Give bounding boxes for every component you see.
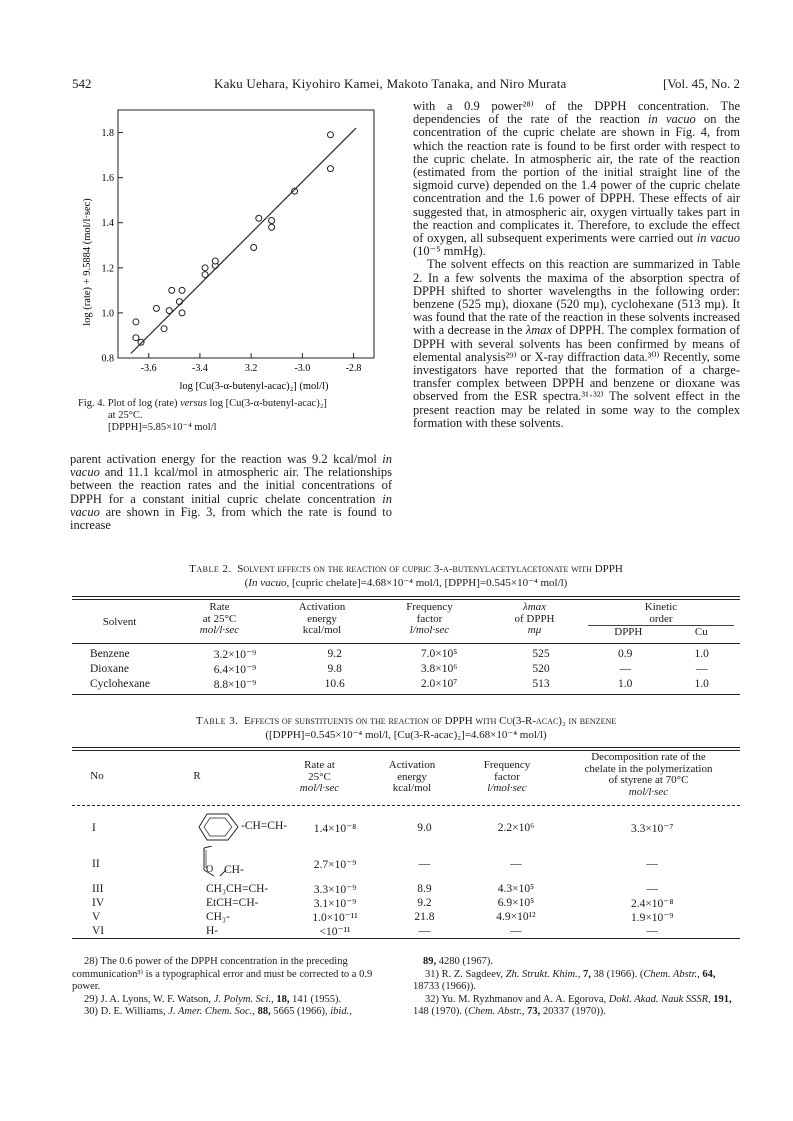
col-frequency: [372, 602, 487, 644]
cell-cu: —: [695, 662, 708, 675]
footnote-31: [413, 969, 740, 994]
x-tick-label: -3.6: [140, 363, 157, 374]
hdr: mol/l·sec: [299, 782, 340, 794]
figure-4-plot: [72, 100, 402, 400]
cell-rate: 3.2×10⁻⁹: [213, 648, 257, 661]
data-point: [327, 132, 333, 138]
cell-freq: 2.0×10⁷: [420, 677, 458, 690]
cell-no: IV: [92, 897, 105, 909]
author-line: Kaku Uehara, Kiyohiro Kamei, Makoto Tanaka, and Niro Murata: [214, 76, 567, 91]
hdr: Activation: [298, 601, 346, 613]
data-point: [251, 245, 257, 251]
hdr: order: [649, 612, 673, 625]
text-run: of DPPH. The complex formation of DPPH with several solvents has been confirmed by means of elemental analysis²⁹⁾ or X-ray diffraction data.³⁰⁾ Recently, some investigators have reported that the formation of a charge-transfer complex between DPPH and benzene or dioxane was observed from the ESR spectra.³¹·³²⁾ The solvent effect in the present reaction may be related in some way to the complex formation with these solvents.: [413, 323, 740, 430]
hdr: Frequency: [406, 601, 453, 613]
cell-cu: 1.0: [694, 677, 709, 690]
data-point: [269, 217, 275, 223]
cell-ea: 9.2: [417, 897, 432, 909]
cell-freq: 4.3×10⁵: [497, 883, 535, 895]
table-row: [72, 846, 740, 882]
cell-rate: 8.8×10⁻⁹: [213, 678, 257, 691]
col-r: R: [193, 770, 201, 783]
text-run: The solvent effects on this reaction are summarized in Table 2. In a few solvents the maxima of the absorption spectra of DPPH shifted to shorter wavelengths in the following order: benzene (525 mμ), dioxane (520 mμ), cyclohexane (513 mμ). It was found that the rate of the reaction in these solvents increased with a decrease in the: [413, 257, 740, 338]
cond-invacuo: In vacuo,: [248, 577, 290, 589]
x-axis-label: log [Cu(3-α-butenyl-acac)₂] (mol/l): [179, 381, 329, 392]
cell-dpph: 1.0: [618, 677, 633, 690]
table-3-header-rule: [72, 805, 740, 806]
data-point: [153, 305, 159, 311]
hdr: Kinetic: [644, 601, 678, 613]
cell-rate: 2.7×10⁻⁹: [313, 859, 357, 871]
cell-freq: —: [510, 858, 522, 870]
table-title: Solvent effects on the reaction of cupric 3-α-butenylacetylacetonate with DPPH: [237, 563, 623, 575]
table-row: [72, 910, 740, 924]
cell-ea: 21.8: [414, 911, 435, 923]
cell-no: II: [92, 858, 100, 870]
data-point: [179, 287, 185, 293]
italic-run: in vacuo: [648, 112, 696, 127]
hdr-cu: Cu: [694, 626, 708, 638]
hdr: 25°C: [308, 770, 331, 783]
caption-versus: versus: [180, 398, 207, 409]
cell-ea: 9.0: [417, 822, 432, 834]
table-header-row: [72, 602, 740, 644]
cell-decomp: 2.4×10⁻⁸: [630, 898, 674, 910]
text-run: parent activation energy for the reaction was 9.2 kcal/mol: [70, 452, 383, 466]
lambda-max: λmax: [525, 323, 553, 338]
cell-r: CH₃-: [206, 911, 230, 923]
caption-temperature: at 25°C.: [108, 410, 143, 421]
cell-ea: 9.2: [327, 647, 342, 660]
italic-run: in vacuo: [696, 231, 741, 246]
cell-decomp: 1.9×10⁻⁹: [630, 912, 674, 924]
table-2-body: [72, 646, 740, 691]
fn-journal: Chem. Abstr.,: [468, 1006, 525, 1017]
cell-freq: 3.8×10⁶: [420, 662, 458, 675]
running-header: [72, 76, 740, 94]
cell-freq: 7.0×10⁵: [420, 647, 458, 660]
fit-line: [131, 128, 356, 353]
data-point: [179, 310, 185, 316]
italic-run: in vacuo: [70, 491, 392, 519]
hdr: Decomposition rate of the: [591, 751, 706, 763]
cell-solvent: Dioxane: [90, 662, 129, 675]
cell-r: H-: [206, 925, 219, 937]
cell-freq: 2.2×10⁶: [497, 822, 535, 834]
hdr: Activation: [388, 759, 436, 771]
fn-volume: 89,: [423, 956, 437, 967]
cell-r: EtCH=CH-: [206, 897, 259, 909]
table-2: [72, 600, 740, 644]
fn-text: 148 (1970). (: [413, 1006, 469, 1017]
footnote-28: 28) The 0.6 power of the DPPH concentration in the preceding communication³⁾ is a typographical error and must be corrected to a 0.9 power.: [72, 956, 373, 992]
hdr: mol/l·sec: [628, 785, 669, 798]
cell-dpph: 0.9: [618, 647, 633, 660]
cell-decomp: —: [646, 925, 658, 937]
table-row: [72, 661, 740, 676]
y-axis-label: log (rate) + 9.5884 (mol/l·sec): [82, 198, 93, 326]
hdr: Frequency: [483, 759, 531, 771]
data-point: [269, 224, 275, 230]
cell-freq: 4.9×10¹²: [496, 911, 536, 923]
caption-text: Fig. 4. Plot of log (rate): [78, 398, 181, 409]
data-point: [202, 265, 208, 271]
table-2-header-rule: [72, 643, 740, 644]
fn-text: 31) R. Z. Sagdeev,: [425, 968, 506, 980]
cell-ea: —: [418, 858, 431, 870]
hdr: kcal/mol: [302, 624, 342, 636]
footnote-30-cont: [413, 956, 740, 969]
hdr: λmax: [522, 601, 547, 613]
fn-journal: Chem. Abstr.,: [643, 968, 700, 980]
fn-journal: J. Amer. Chem. Soc.,: [168, 1006, 255, 1017]
cell-no: VI: [92, 925, 105, 937]
paragraph-left: [70, 453, 392, 532]
cell-solvent: Cyclohexane: [90, 677, 151, 690]
hdr: kcal/mol: [392, 782, 432, 794]
data-point: [133, 319, 139, 325]
fn-volume: 73,: [524, 1006, 541, 1017]
text-run: and 11.1 kcal/mol in atmospheric air. The relationships between the reaction rates and the initial concentrations of DPPH for a constant initial cupric chelate concentration: [70, 465, 392, 506]
x-tick-label: -3.0: [294, 363, 311, 374]
table-conditions: [cupric chelate]=4.68×10⁻⁴ mol/l, [DPPH]=0.545×10⁻⁴ mol/l): [289, 577, 568, 589]
table-row: [72, 646, 740, 661]
table-header-row: [72, 752, 740, 802]
fn-text: 141 (1955).: [289, 993, 342, 1005]
x-tick-label: 3.2: [244, 363, 258, 374]
hdr: of DPPH: [514, 612, 555, 625]
data-point: [133, 335, 139, 341]
hdr: factor: [494, 770, 520, 783]
cell-decomp: —: [646, 858, 658, 870]
figure-caption: [78, 398, 398, 434]
data-point: [327, 166, 333, 172]
paragraph-2: [413, 258, 740, 430]
y-tick-label: 1.6: [101, 173, 114, 185]
y-tick-label: 1.8: [101, 128, 114, 140]
fn-text: 18733 (1966)).: [413, 981, 476, 992]
fn-volume: 18,: [273, 993, 290, 1005]
cond-paren: (: [244, 577, 249, 589]
volume-issue: [Vol. 45, No. 2: [662, 76, 740, 91]
footnotes-left: [72, 956, 394, 1019]
table-3-header-grid: [72, 752, 740, 802]
fn-journal: Dokl. Akad. Nauk SSSR,: [608, 993, 711, 1005]
col-rate: [272, 752, 367, 802]
plot-border: [118, 110, 374, 358]
fn-text: 5665 (1966),: [270, 1006, 331, 1017]
col-kinetic: [582, 602, 740, 644]
table-3-rows: [72, 810, 740, 938]
hdr-dpph: DPPH: [614, 626, 643, 638]
data-point: [169, 287, 175, 293]
cell-no: V: [92, 911, 101, 923]
fn-volume: 88,: [254, 1006, 271, 1017]
table-2-caption: [72, 562, 740, 590]
cell-no: III: [92, 883, 104, 895]
cell-dpph: —: [619, 662, 631, 675]
hdr: Rate: [209, 601, 230, 613]
y-tick-label: 1.0: [101, 308, 114, 320]
col-lambda: [487, 602, 582, 644]
italic-run: in vacuo: [70, 452, 392, 480]
col-solvent: Solvent: [102, 616, 137, 629]
text-run: on the concentration of the cupric chelate are shown in Fig. 4, from which the reaction rate is found to be first order with respect to the cupric chelate. In atmospheric air, the rate of the reaction (estimated from the portion of the initial straight line of the sigmoid curve) depended on the 1.4 power of the cupric chelate concentration and the 1.6 power of DPPH. These effects of air suggested that, in atmospheric air, oxygen virtually takes part in the reaction and complicates it. Therefore, to exclude the effect of oxygen, all subsequent experiments were carried out: [413, 112, 740, 246]
footnotes-right: [413, 956, 740, 1019]
table-2-rows: [72, 646, 740, 691]
caption-dpph: [DPPH]=5.85×10⁻⁴ mol/l: [108, 422, 217, 433]
table-row: [72, 676, 740, 691]
cell-solvent: Benzene: [90, 647, 130, 660]
cell-no: I: [92, 822, 96, 834]
data-point: [161, 326, 167, 332]
fn-volume: 191,: [710, 993, 732, 1005]
table-2-grid: [72, 602, 740, 644]
hdr: at 25°C: [202, 612, 237, 625]
phenyl-ring-icon: [198, 812, 242, 842]
page-number: 542: [72, 76, 92, 91]
x-tick-label: -3.4: [191, 363, 208, 374]
data-point: [212, 258, 218, 264]
table-3-header: [72, 752, 740, 802]
data-point: [176, 299, 182, 305]
col-activation: [367, 752, 457, 802]
cell-ea: —: [418, 925, 431, 937]
hdr: energy: [397, 770, 427, 783]
hdr: of styrene at 70°C: [608, 774, 689, 786]
col-frequency: [457, 752, 557, 802]
cell-rate: 1.0×10⁻¹¹: [312, 912, 358, 924]
table-row: [72, 882, 740, 896]
cell-rate: <10⁻¹¹: [319, 926, 351, 938]
hdr: mol/l·sec: [199, 624, 240, 636]
data-point: [256, 215, 262, 221]
fn-text: 32) Yu. M. Ryzhmanov and A. A. Egorova,: [425, 993, 609, 1005]
substituent-label: CH-: [224, 864, 244, 876]
cell-decomp: —: [646, 883, 658, 895]
cell-lmax: 525: [532, 647, 550, 660]
fn-text: 38 (1966). (: [590, 968, 644, 980]
y-tick-label: 1.4: [101, 218, 114, 230]
fn-journal: J. Polym. Sci.,: [213, 993, 274, 1005]
cell-r: [140, 810, 289, 846]
hdr: factor: [416, 612, 443, 625]
cell-lmax: 520: [532, 662, 550, 675]
cell-ea: 8.9: [417, 883, 432, 895]
fit-line-segment: [131, 128, 356, 353]
table-3-body: [72, 810, 740, 938]
fn-text: 20337 (1970)).: [540, 1006, 606, 1017]
fn-text: 29) J. A. Lyons, W. F. Watson,: [84, 993, 214, 1005]
plot-frame: [118, 110, 374, 358]
cell-ea: 10.6: [324, 677, 345, 690]
fn-journal: Zh. Strukt. Khim.,: [505, 968, 581, 980]
substituent-label: -CH=CH-: [241, 820, 288, 832]
fn-ibid: ibid.,: [330, 1006, 352, 1017]
ring-oxygen-label: O: [206, 864, 214, 875]
col-activation: [272, 602, 372, 644]
cell-freq: 6.9×10⁵: [497, 897, 535, 909]
data-points: [133, 132, 334, 345]
hdr: l/mol·sec: [487, 782, 527, 794]
y-tick-label: 0.8: [101, 353, 114, 365]
col-decomp: [557, 752, 740, 802]
table-row: [72, 924, 740, 938]
hdr: energy: [307, 612, 337, 625]
cell-decomp: 3.3×10⁻⁷: [630, 823, 674, 835]
cell-rate: 6.4×10⁻⁹: [213, 663, 257, 676]
table-row: [72, 810, 740, 846]
fn-volume: 7,: [580, 968, 591, 980]
cell-rate: 1.4×10⁻⁸: [313, 823, 357, 835]
text-run: are shown in Fig. 3, from which the rate is found to increase: [70, 504, 392, 533]
table-label: Table 3.: [195, 715, 239, 727]
hdr: mμ: [527, 624, 542, 636]
cell-r: [140, 846, 289, 882]
fn-text: 4280 (1967).: [436, 956, 493, 967]
hdr: Rate at: [304, 759, 335, 771]
fn-text: 30) D. E. Williams,: [84, 1006, 169, 1017]
table-label: Table 2.: [189, 563, 232, 575]
y-tick-label: 1.2: [101, 263, 114, 275]
left-column-text: [70, 453, 392, 532]
hdr: chelate in the polymerization: [584, 762, 713, 775]
cell-rate: 3.3×10⁻⁹: [313, 884, 357, 896]
footnote-30: [72, 1006, 394, 1019]
table-row: [72, 896, 740, 910]
cell-cu: 1.0: [694, 647, 709, 660]
axis-ticks: [102, 128, 362, 374]
table-2-bottom-rule: [72, 694, 740, 695]
table-3-caption: [72, 714, 740, 742]
text-run: (10⁻⁵ mmHg).: [413, 244, 486, 259]
col-no: No: [90, 770, 104, 783]
hdr: l/mol·sec: [409, 624, 450, 636]
cell-freq: —: [510, 925, 522, 937]
fn-volume: 64,: [699, 968, 716, 980]
cell-rate: 3.1×10⁻⁹: [313, 898, 357, 910]
caption-text-2: log [Cu(3-α-butenyl-acac)₂]: [206, 398, 327, 409]
x-tick-label: -2.8: [345, 363, 362, 374]
table-conditions: ([DPPH]=0.545×10⁻⁴ mol/l, [Cu(3-R-acac)₂]=4.68×10⁻⁴ mol/l): [265, 729, 547, 741]
cell-lmax: 513: [532, 677, 550, 690]
cell-r: CH₃CH=CH-: [206, 883, 269, 895]
text-run: with a 0.9 power²⁸⁾ of the DPPH concentration. The dependencies of the rate of the reaction: [413, 99, 740, 127]
table-title: Effects of substituents on the reaction of DPPH with Cu(3-R-acac)₂ in benzene: [243, 715, 617, 727]
footnote-32: [413, 994, 740, 1019]
data-point: [138, 339, 144, 345]
kinetic-subheaders: [588, 625, 734, 639]
col-rate: [167, 602, 272, 644]
footnote-29: [72, 994, 394, 1007]
paragraph-1: [413, 100, 740, 258]
cell-ea: 9.8: [327, 662, 342, 675]
table-3-bottom-rule: [72, 938, 740, 939]
right-column-text: [413, 100, 740, 430]
